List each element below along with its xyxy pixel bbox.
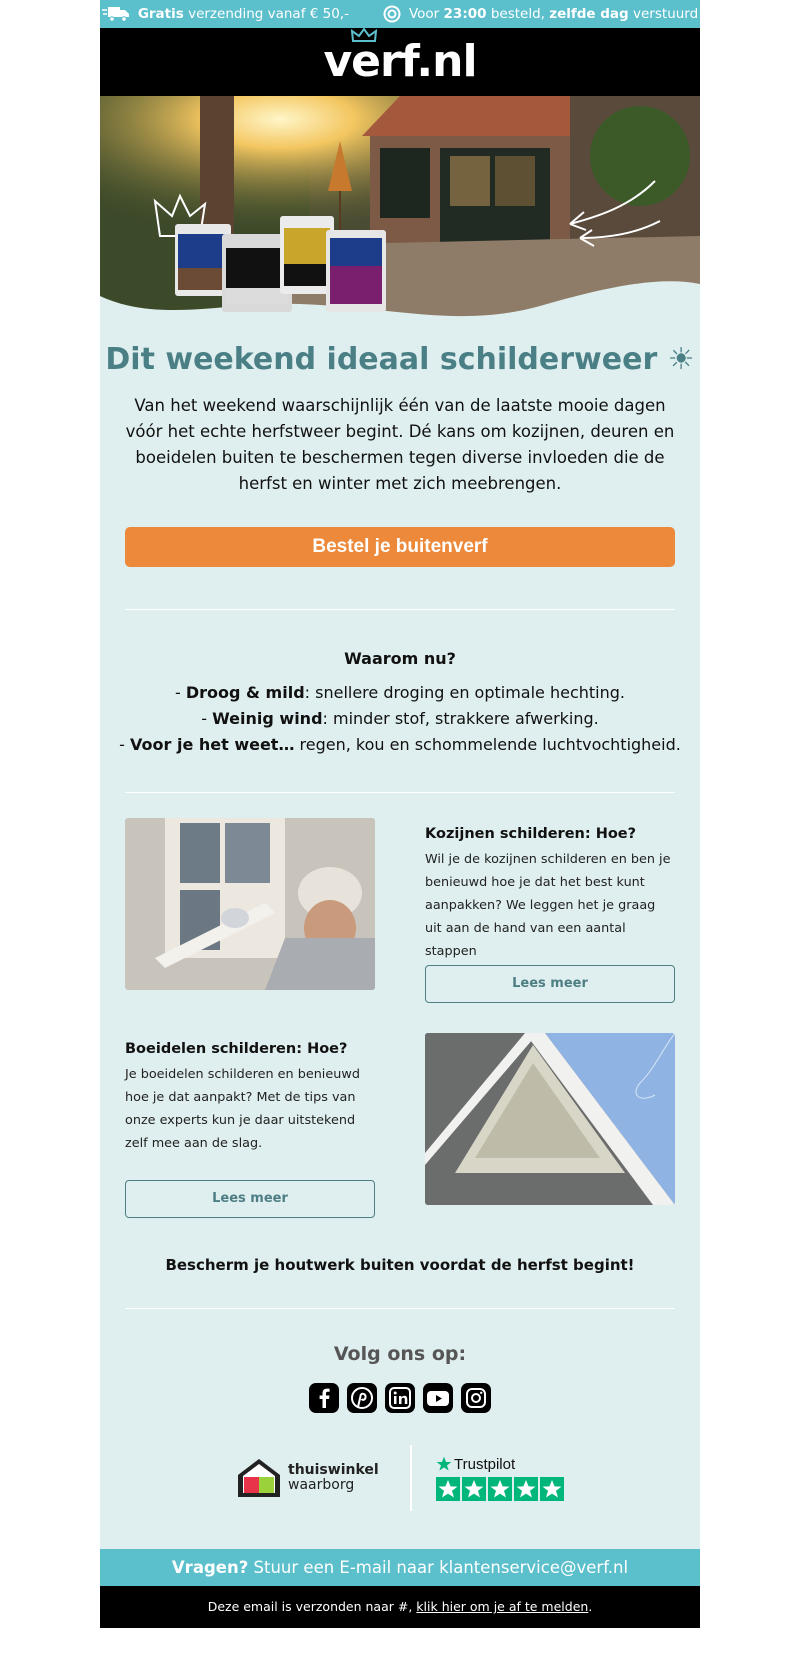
order-mid: besteld, bbox=[490, 6, 545, 22]
shipping-text: verzending vanaf € 50,- bbox=[188, 6, 349, 22]
facebook-icon[interactable] bbox=[309, 1383, 339, 1413]
why-item-text: : minder stof, strakkere afwerking. bbox=[322, 709, 599, 728]
follow-us-label: Volg ons op: bbox=[333, 1343, 467, 1365]
linkedin-icon[interactable] bbox=[385, 1383, 415, 1413]
trustpilot-label: Trustpilot bbox=[454, 1455, 516, 1473]
questions-text: Stuur een E-mail naar klantenservice@verf.nl bbox=[248, 1558, 629, 1577]
why-now-section bbox=[100, 610, 700, 792]
thuiswinkel-badge[interactable] bbox=[236, 1445, 412, 1511]
card-title: Kozijnen schilderen: Hoe? bbox=[425, 826, 637, 842]
why-item: - Weinig wind: minder stof, strakkere afwerking. bbox=[201, 709, 599, 728]
trustpilot-badge[interactable] bbox=[412, 1456, 564, 1501]
youtube-icon[interactable] bbox=[423, 1383, 453, 1413]
why-item-text: regen, kou en schommelende luchtvochtigheid. bbox=[294, 735, 681, 754]
why-item-bold: Voor je het weet… bbox=[130, 735, 295, 754]
fascia-photo[interactable] bbox=[425, 1033, 675, 1205]
article-card-frames bbox=[125, 818, 675, 993]
footer bbox=[100, 1586, 700, 1628]
top-usp-bar bbox=[100, 0, 700, 28]
read-more-button[interactable]: Lees meer bbox=[425, 965, 675, 1003]
waarborg-text: waarborg bbox=[288, 1477, 355, 1493]
order-bold: zelfde dag bbox=[549, 6, 629, 22]
intro-text: Van het weekend waarschijnlijk één van de laatste mooie dagen vóór het echte herfstweer begint. Dé kans om kozijnen, deuren en boeidelen buiten te beschermen tegen diverse invloeden die de herfst en winter met zich meebrengen. bbox=[125, 396, 675, 493]
crown-icon bbox=[351, 28, 377, 42]
pinterest-icon[interactable] bbox=[347, 1383, 377, 1413]
social-links bbox=[100, 1383, 700, 1413]
shipping-bold: Gratis bbox=[137, 6, 184, 22]
unsubscribe-link[interactable]: klik hier om je af te melden bbox=[416, 1599, 589, 1614]
painter-photo[interactable] bbox=[125, 818, 375, 990]
card-title: Boeidelen schilderen: Hoe? bbox=[125, 1041, 348, 1057]
why-item: - Voor je het weet… regen, kou en schommelende luchtvochtigheid. bbox=[119, 735, 681, 754]
star-icon bbox=[540, 1477, 564, 1501]
footer-end: . bbox=[588, 1599, 593, 1614]
card-body: Je boeidelen schilderen en benieuwd hoe je dat aanpakt? Met de tips van onze experts kun je daar uitstekend zelf mee aan de slag. bbox=[125, 1067, 360, 1151]
card-body: Wil je de kozijnen schilderen en ben je benieuwd hoe je dat het best kunt aanpakken? We leggen het je graag uit aan de hand van een aantal stappen bbox=[425, 852, 671, 959]
instagram-icon[interactable] bbox=[461, 1383, 491, 1413]
order-post: verstuurd bbox=[633, 6, 699, 22]
star-icon bbox=[488, 1477, 512, 1501]
brand-logo[interactable] bbox=[323, 36, 477, 87]
hero-image[interactable] bbox=[100, 96, 700, 328]
why-item: - Droog & mild: snellere droging en optimale hechting. bbox=[174, 683, 626, 702]
thuiswinkel-logo-icon bbox=[236, 1457, 282, 1499]
trustpilot-stars bbox=[436, 1477, 564, 1501]
headline: Dit weekend ideaal schilderweer ☀ bbox=[105, 342, 695, 377]
read-more-button[interactable]: Lees meer bbox=[125, 1180, 375, 1218]
footer-text: Deze email is verzonden naar #, bbox=[207, 1599, 417, 1614]
why-now-heading: Waarom nu? bbox=[344, 649, 456, 668]
trust-badges bbox=[100, 1445, 700, 1511]
star-icon bbox=[462, 1477, 486, 1501]
logo-text: verf.nl bbox=[323, 36, 477, 87]
card-text bbox=[125, 1041, 375, 1155]
card-text bbox=[425, 826, 675, 963]
main-content bbox=[100, 328, 700, 1549]
clock-icon bbox=[383, 5, 401, 23]
hero-illustration bbox=[100, 96, 700, 328]
star-icon bbox=[514, 1477, 538, 1501]
delivery-usp bbox=[383, 5, 698, 23]
thuiswinkel-text: thuiswinkel bbox=[288, 1462, 379, 1478]
order-outdoor-paint-button[interactable]: Bestel je buitenverf bbox=[125, 527, 675, 567]
why-item-bold: Weinig wind bbox=[212, 709, 323, 728]
shipping-usp bbox=[102, 6, 349, 22]
logo-bar bbox=[100, 28, 700, 96]
why-item-text: : snellere droging en optimale hechting. bbox=[304, 683, 626, 702]
questions-bar[interactable] bbox=[100, 1549, 700, 1586]
why-item-bold: Droog & mild bbox=[185, 683, 305, 702]
email-container bbox=[100, 0, 700, 1628]
truck-icon bbox=[102, 6, 130, 22]
order-pre: Voor bbox=[408, 6, 440, 22]
questions-bold: Vragen? bbox=[171, 1558, 249, 1577]
trustpilot-star-icon bbox=[436, 1456, 452, 1472]
star-icon bbox=[436, 1477, 460, 1501]
paint-can-wijzonol bbox=[326, 230, 386, 312]
article-card-fascia bbox=[125, 1033, 675, 1208]
paint-can-trimetal bbox=[280, 216, 334, 294]
order-time: 23:00 bbox=[443, 6, 487, 22]
closing-statement: Bescherm je houtwerk buiten voordat de herfst begint! bbox=[165, 1256, 635, 1274]
